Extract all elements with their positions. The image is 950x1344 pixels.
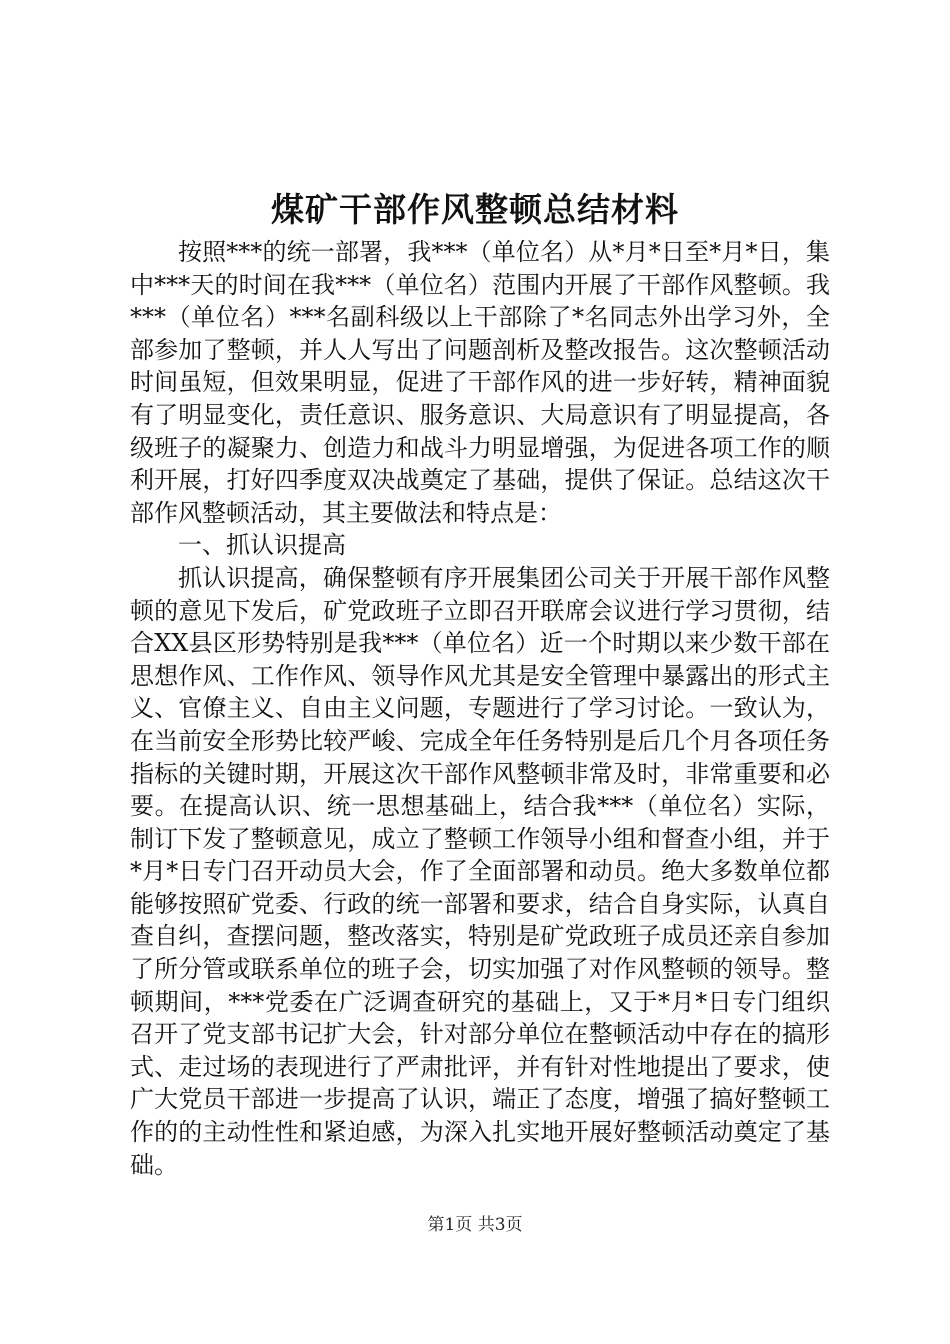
document-body [130,236,830,1181]
document-title: 煤矿干部作风整顿总结材料 [271,190,679,229]
section-heading: 一、抓认识提高 [178,531,346,560]
section-paragraph: 抓认识提高，确保整顿有序开展集团公司关于开展干部作风整顿的意见下发后，矿党政班子立即召开联席会议进行学习贯彻，结合XX县区形势特别是我***（单位名）近一个时期以来少数干部在思想作风、工作作风、领导作风尤其是安全管理中暴露出的形式主义、官僚主义、自由主义问题，专题进行了学习讨论。一致认为，在当前安全形势比较严峻、完成全年任务特别是后几个月各项任务指标的关键时期，开展这次干部作风整顿非常及时，非常重要和必要。在提高认识、统一思想基础上，结合我***（单位名）实际，制订下发了整顿意见，成立了整顿工作领导小组和督查小组，并于*月*日专门召开动员大会，作了全面部署和动员。绝大多数单位都能够按照矿党委、行政的统一部署和要求，结合自身实际，认真自查自纠，查摆问题，整改落实，特别是矿党政班子成员还亲自参加了所分管或联系单位的班子会，切实加强了对作风整顿的领导。整顿期间，***党委在广泛调查研究的基础上，又于*月*日专门组织召开了党支部书记扩大会，针对部分单位在整顿活动中存在的搞形式、走过场的表现进行了严肃批评，并有针对性地提出了要求，使广大党员干部进一步提高了认识，端正了态度，增强了搞好整顿工作的的主动性性和紧迫感，为深入扎实地开展好整顿活动奠定了基础。 [130,563,830,1179]
page-footer: 第1页 共3页 [427,1215,523,1235]
intro-paragraph: 按照***的统一部署，我***（单位名）从*月*日至*月*日，集中***天的时间在我***（单位名）范围内开展了干部作风整顿。我***（单位名）***名副科级以上干部除了*名同志外出学习外，全部参加了整顿，并人人写出了问题剖析及整改报告。这次整顿活动时间虽短，但效果明显，促进了干部作风的进一步好转，精神面貌有了明显变化，责任意识、服务意识、大局意识有了明显提高，各级班子的凝聚力、创造力和战斗力明显增强，为促进各项工作的顺利开展，打好四季度双决战奠定了基础，提供了保证。总结这次干部作风整顿活动，其主要做法和特点是： [130,238,830,527]
